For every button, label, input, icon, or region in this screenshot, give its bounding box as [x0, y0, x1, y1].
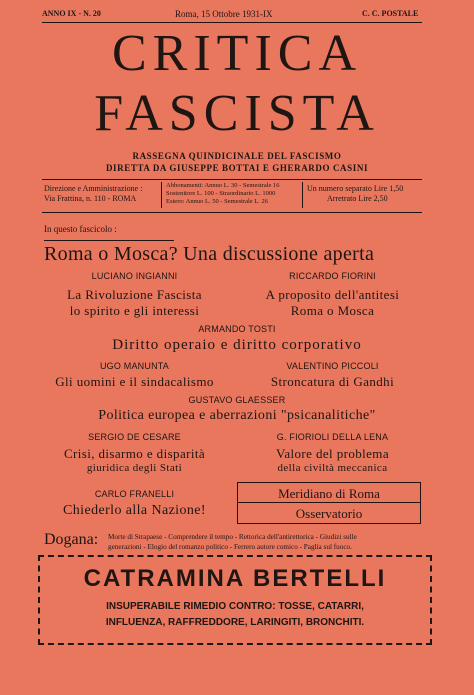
article-sindacalismo: Gli uomini e il sindacalismo — [55, 374, 214, 389]
info-separator — [161, 182, 162, 208]
article-title-line: Valore del problema — [275, 446, 389, 461]
author-piccoli: VALENTINO PICCOLI — [286, 361, 379, 371]
headline: Roma o Mosca? Una discussione aperta — [44, 243, 375, 265]
rubric-meridiano: Meridiano di Roma — [278, 486, 380, 501]
author-fiorini: RICCARDO FIORINI — [289, 271, 376, 281]
subtitle-rassegna: RASSEGNA QUINDICINALE DEL FASCISMO — [132, 151, 342, 161]
author-manunta: UGO MANUNTA — [99, 361, 170, 371]
article-nazione: Chiederlo alla Nazione! — [63, 503, 206, 518]
catramina-advertisement — [38, 555, 432, 645]
subscription-rates — [166, 182, 300, 206]
article-gandhi: Stroncatura di Gandhi — [270, 374, 395, 389]
dogana-line: Morte di Strapaese - Comprendere il tempo - Rettorica dell'antirettorica - Giudizi sulle — [108, 533, 357, 541]
article-antitesi — [240, 287, 425, 319]
article-title-line: La Rivoluzione Fascista — [67, 287, 202, 302]
article-politica: Politica europea e aberrazioni "psicanalitiche" — [98, 408, 376, 423]
title-critica: CRITICA — [112, 25, 362, 82]
author-ingianni: LUCIANO INGIANNI — [91, 271, 178, 281]
contents-intro: In questo fascicolo : — [44, 224, 117, 234]
rate-annual: Abbonamenti: Annuo L. 30 - Semestrale 16 — [166, 182, 280, 189]
article-title-line: Roma o Mosca — [290, 303, 375, 318]
admin-street: Via Frattina, n. 110 - ROMA — [44, 194, 137, 203]
rate-abroad: Estero: Annuo L. 50 - Semestrale L. 26 — [166, 198, 268, 205]
admin-label: Direzione e Amministrazione : — [44, 184, 143, 193]
info-separator — [302, 182, 303, 208]
admin-address — [44, 184, 162, 204]
article-title-line: giuridica degli Stati — [86, 462, 183, 474]
rubric-osservatorio: Osservatorio — [295, 506, 363, 521]
article-title-line: A proposito dell'antitesi — [265, 287, 400, 302]
rate-supporter: Sostenitore L. 100 - Straordinario L. 1000 — [166, 190, 276, 197]
article-valore — [240, 446, 425, 474]
author-fiorioli: G. FIORIOLI DELLA LENA — [276, 432, 389, 442]
top-divider — [42, 22, 422, 23]
issue-number: ANNO IX - N. 20 — [42, 9, 101, 18]
ad-line-2: INFLUENZA, RAFFREDDORE, LARINGITI, BRONCHITI. — [105, 617, 365, 628]
dogana-label: Dogana: — [44, 531, 99, 548]
info-top-divider — [42, 179, 422, 180]
intro-underline — [44, 240, 174, 241]
article-crisi — [42, 446, 227, 474]
price-single: Un numero separato Lire 1,50 — [307, 184, 404, 193]
subtitle-directors: DIRETTA DA GIUSEPPE BOTTAI E GHERARDO CASINI — [105, 163, 369, 173]
postal-note: C. C. POSTALE — [362, 9, 419, 18]
article-rivoluzione — [42, 287, 227, 319]
rubric-box — [237, 482, 421, 524]
ad-title: CATRAMINA BERTELLI — [83, 565, 387, 592]
info-bottom-divider — [42, 212, 422, 213]
ad-line-1: INSUPERABILE RIMEDIO CONTRO: TOSSE, CATARRI, — [106, 601, 364, 612]
rubric-divider — [238, 502, 420, 503]
author-de-cesare: SERGIO DE CESARE — [88, 432, 181, 442]
single-issue-price — [307, 184, 425, 204]
article-title-line: lo spirito e gli interessi — [69, 303, 200, 318]
author-glaesser: GUSTAVO GLAESSER — [188, 395, 286, 405]
dogana-line: generazioni - Elogio del romanzo politico - Ferrero autore comico - Paglia sul fuoco. — [108, 543, 352, 551]
article-title-line: Crisi, disarmo e disparità — [63, 446, 206, 461]
author-tosti: ARMANDO TOSTI — [198, 324, 276, 334]
price-back-issue: Arretrato Lire 2,50 — [327, 194, 388, 203]
title-fascista: FASCISTA — [94, 85, 380, 142]
issue-date: Roma, 15 Ottobre 1931-IX — [175, 9, 273, 19]
dogana-list — [108, 532, 424, 552]
article-diritto: Diritto operaio e diritto corporativo — [112, 337, 362, 353]
author-franelli: CARLO FRANELLI — [94, 489, 175, 499]
article-title-line: della civiltà meccanica — [277, 462, 388, 474]
